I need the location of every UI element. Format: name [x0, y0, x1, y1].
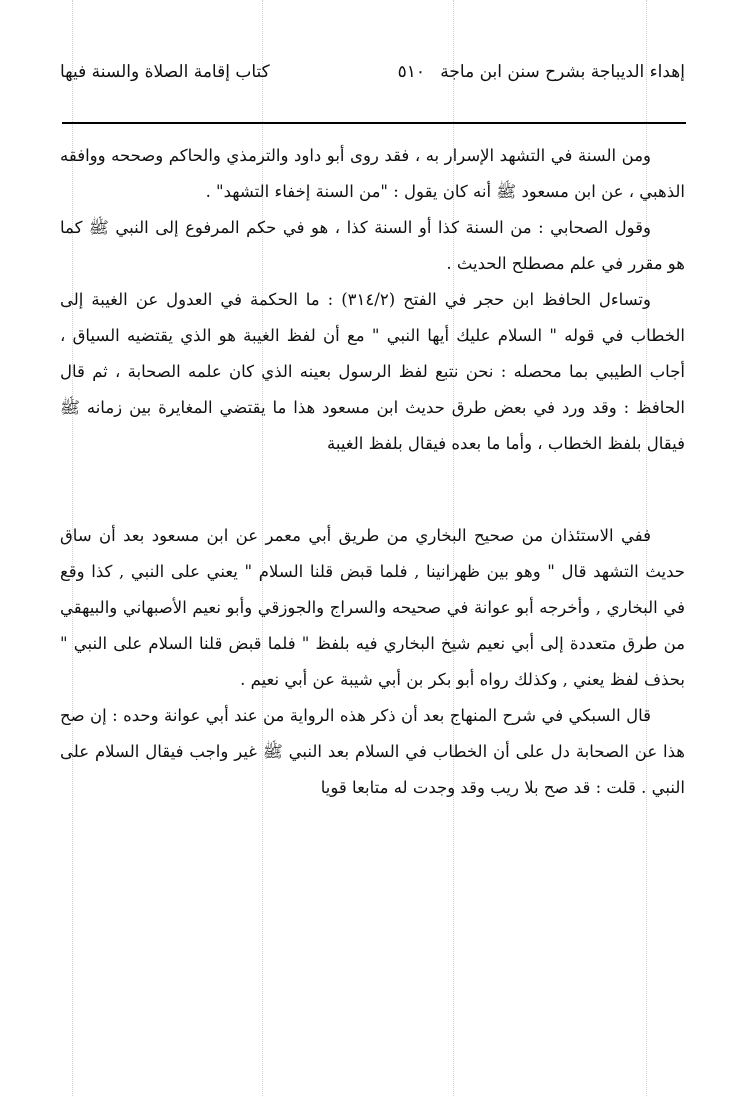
paragraph-gap — [60, 462, 685, 518]
page-number: ٥١٠ — [397, 62, 425, 82]
paragraph-subki-comment: قال السبكي في شرح المنهاج بعد أن ذكر هذه الرواية من عند أبي عوانة وحده : إن صح هذا عن الصحابة دل على أن الخطاب في السلام بعد النبي ﷺ غير واجب فيقال السلام على النبي . قلت : قد صح بلا ريب وقد وجدت له متابعا قويا — [60, 706, 685, 797]
page-header — [60, 56, 685, 92]
book-title: إهداء الديباجة بشرح سنن ابن ماجة — [440, 62, 685, 82]
chapter-title: كتاب إقامة الصلاة والسنة فيها — [60, 62, 270, 82]
paragraph-secret-tashahhud: ومن السنة في التشهد الإسرار به ، فقد روى أبو داود والترمذي والحاكم وصححه ووافقه الذهبي ، عن ابن مسعود ﷺ أنه كان يقول : "من السنة إخفاء التشهد" . — [60, 146, 685, 201]
header-divider — [62, 122, 686, 124]
paragraph-companion-saying: وقول الصحابي : من السنة كذا أو السنة كذا ، هو في حكم المرفوع إلى النبي ﷺ كما هو مقرر في علم مصطلح الحديث . — [60, 218, 685, 273]
paragraph-bukhari-istidhan: ففي الاستئذان من صحيح البخاري من طريق أبي معمر عن ابن مسعود بعد أن ساق حديث التشهد قال " وهو بين ظهرانينا , فلما قبض قلنا السلام " يعني على النبي , كذا وقع في البخاري , وأخرجه أبو عوانة في صحيحه والسراج والجوزقي وأبو نعيم الأصبهاني والبيهقي من طرق متعددة إلى أبي نعيم شيخ البخاري فيه بلفظ " فلما قبض قلنا السلام على النبي " بحذف لفظ يعني , وكذلك رواه أبو بكر بن أبي شيبة عن أبي نعيم . — [60, 526, 685, 689]
page-body — [60, 138, 685, 806]
paragraph-ibn-hajar-question: وتساءل الحافظ ابن حجر في الفتح (٣١٤/٢) : ما الحكمة في العدول عن الغيبة إلى الخطاب في قوله " السلام عليك أيها النبي " مع أن لفظ الغيبة هو الذي يقتضيه السياق ، أجاب الطيبي بما محصله : نحن نتبع لفظ الرسول بعينه الذي كان علمه الصحابة ، ثم قال الحافظ : وقد ورد في بعض طرق حديث ابن مسعود هذا ما يقتضي المغايرة بين زمانه ﷺ فيقال بلفظ الخطاب ، وأما ما بعده فيقال بلفظ الغيبة — [60, 290, 685, 453]
